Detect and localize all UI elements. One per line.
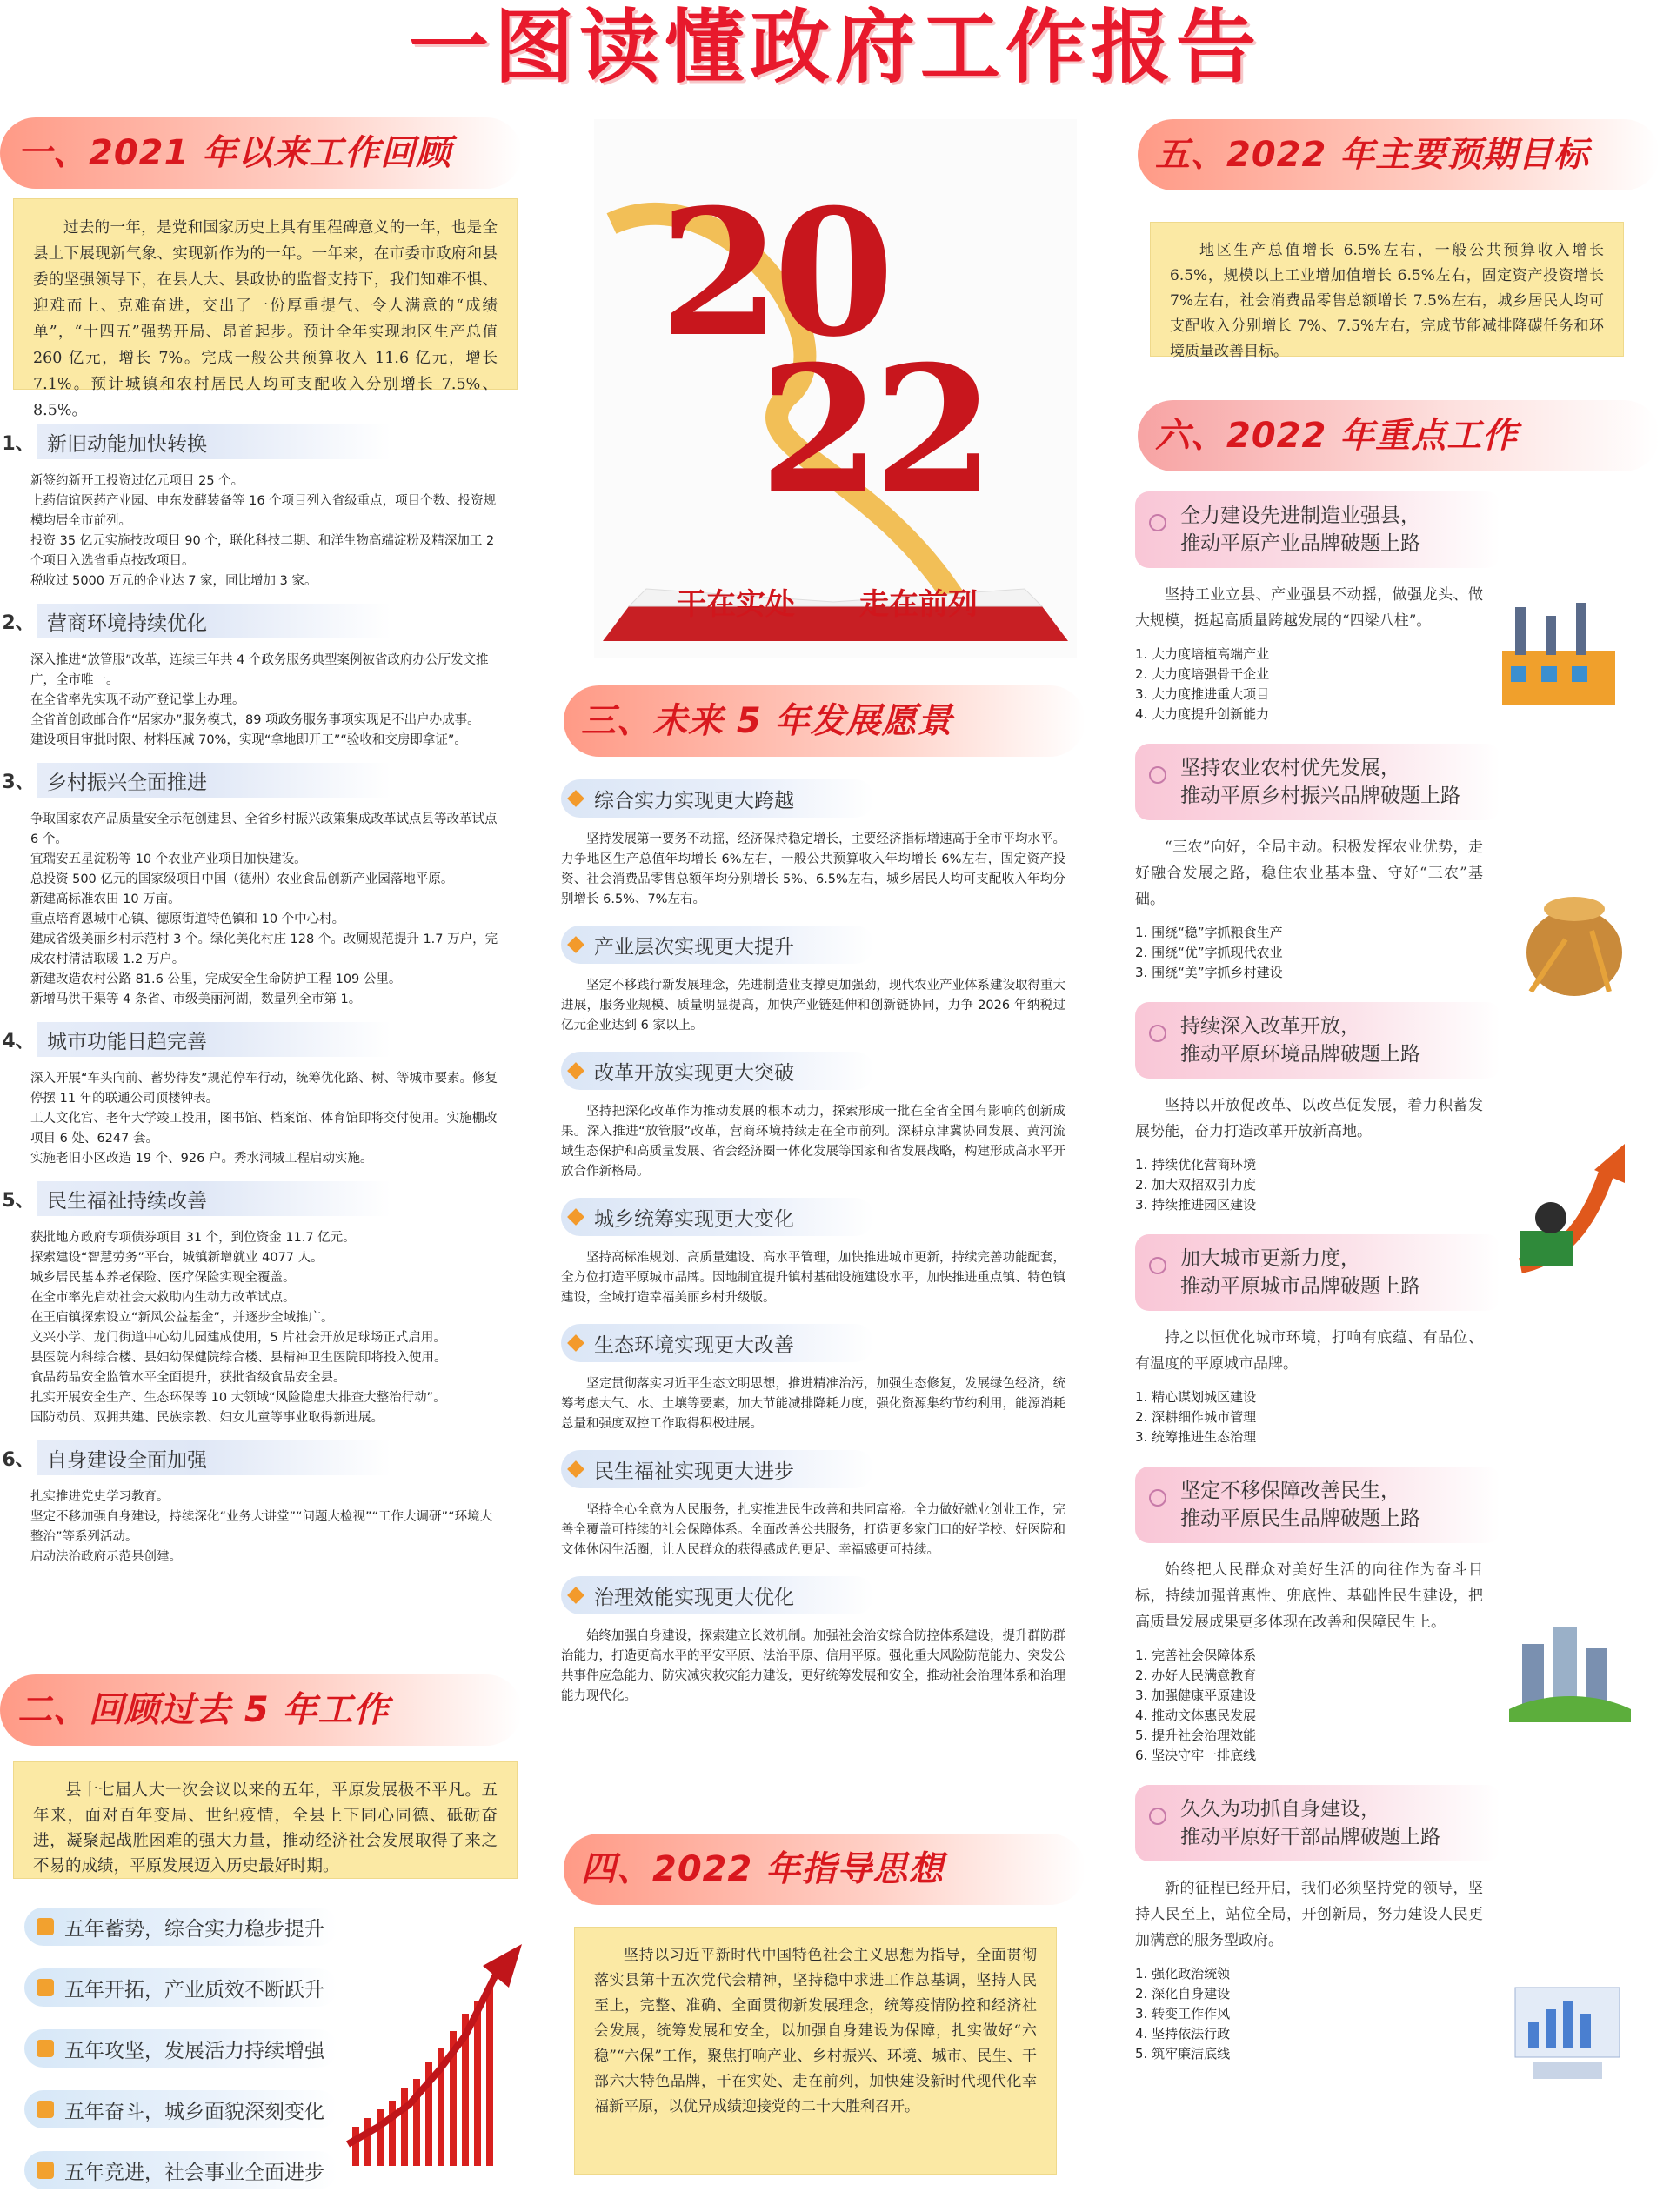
s1-item-line: 在王庙镇探索设立“新风公益基金”，并逐步全域推广。 bbox=[30, 1311, 334, 1325]
s1-item-line: 上药信谊医药产业园、申东发酵装备等 16 个项目列入省级重点，项目个数、投资规模均居全市前列。 bbox=[30, 494, 497, 528]
s6-item-list-entry: 3. 加强健康平原建设 bbox=[1135, 1687, 1257, 1703]
s1-item-line: 全省首创政邮合作“居家办”服务模式，89 项政务服务事项实现足不出户办成事。 bbox=[30, 713, 480, 727]
s6-item-list-entry: 2. 深化自身建设 bbox=[1135, 1986, 1231, 2001]
s1-item-title: 新旧动能加快转换 bbox=[47, 432, 207, 456]
s3-item bbox=[561, 1450, 1079, 1560]
s1-item-line: 探索建设“智慧劳务”平台，城镇新增就业 4077 人。 bbox=[30, 1251, 324, 1265]
s1-item-title: 民生福祉持续改善 bbox=[47, 1189, 207, 1213]
diamond-icon bbox=[567, 1334, 584, 1352]
s1-item-line: 在全省率先实现不动产登记掌上办理。 bbox=[30, 693, 245, 707]
s1-item-line: 坚定不移加强自身建设，持续深化“业务大讲堂”“问题大检视”“工作大调研”“环境大整治”等系列活动。 bbox=[30, 1510, 493, 1544]
s6-item-body: 持之以恒优化城市环境，打响有底蕴、有品位、有温度的平原城市品牌。 bbox=[1135, 1329, 1483, 1373]
s1-item-title: 乡村振兴全面推进 bbox=[47, 771, 207, 794]
s1-item-line: 新增马洪干渠等 4 条省、市级美丽河湖，数量列全市第 1。 bbox=[30, 992, 362, 1006]
s1-item bbox=[0, 1022, 522, 1169]
s1-item-body bbox=[0, 1057, 522, 1169]
section-3-items bbox=[561, 779, 1079, 1722]
s2-pill bbox=[24, 2151, 337, 2189]
s1-item-line: 投资 35 亿元实施技改项目 90 个，联化科技二期、和洋生物高端淀粉及精深加工 2 个项目入选省重点技改项目。 bbox=[30, 534, 498, 568]
s1-item-line: 实施老旧小区改造 19 个、926 户。秀水洞城工程启动实施。 bbox=[30, 1152, 373, 1166]
s2-pill-text: 五年攻坚，发展活力持续增强 bbox=[64, 2039, 324, 2062]
s1-item-line: 工人文化宫、老年大学竣工投用，图书馆、档案馆、体育馆即将交付使用。实施棚改项目 6 处、6247 套。 bbox=[30, 1112, 498, 1146]
s3-item bbox=[561, 1324, 1079, 1434]
s2-pill-icon bbox=[37, 1979, 54, 1996]
s6-item-list-entry: 4. 推动文体惠民发展 bbox=[1135, 1707, 1257, 1723]
s6-item-body: 始终把人民群众对美好生活的向往作为奋斗目标，持续加强普惠性、兜底性、基础性民生建设，把高质量发展成果更多体现在改善和保障民生上。 bbox=[1135, 1561, 1483, 1631]
money-arrow-icon bbox=[1512, 1144, 1633, 1274]
cover-year-bottom: 22 bbox=[759, 328, 988, 532]
s1-item-line: 深入开展“车头向前、蓄势待发”规范停车行动，统筹优化路、树、等城市要素。修复停摆 11 年的联通公司顶楼钟表。 bbox=[30, 1072, 498, 1106]
s1-item bbox=[0, 1181, 522, 1428]
s1-item-title: 城市功能日趋完善 bbox=[47, 1030, 207, 1053]
circle-icon bbox=[1149, 1025, 1166, 1042]
s1-item-line: 重点培育恩城中心镇、德原街道特色镇和 10 个中心村。 bbox=[30, 912, 345, 926]
cover-slogan-right: 走在前列 bbox=[859, 587, 978, 622]
s3-item-title: 综合实力实现更大跨越 bbox=[594, 789, 794, 812]
s1-item-line: 在全市率先启动社会大救助内生动力改革试点。 bbox=[30, 1291, 296, 1305]
growth-bar-4 bbox=[389, 2101, 396, 2166]
section-2-heading: 二、回顾过去 5 年工作 bbox=[0, 1674, 522, 1746]
s6-item-heading bbox=[1135, 1785, 1500, 1861]
s6-item-list-entry: 1. 精心谋划城区建设 bbox=[1135, 1389, 1257, 1405]
s2-pill-text: 五年竞进，社会事业全面进步 bbox=[64, 2161, 324, 2184]
s1-item-line: 新建高标准农田 10 万亩。 bbox=[30, 892, 181, 906]
s6-item-list-entry: 5. 筑牢廉洁底线 bbox=[1135, 2046, 1231, 2062]
s6-item-title-line2: 推动平原好干部品牌破题上路 bbox=[1180, 1826, 1440, 1848]
s6-item-title bbox=[1180, 754, 1460, 810]
cover-slogan-left: 干在实处 bbox=[677, 587, 795, 622]
circle-icon bbox=[1149, 1257, 1166, 1274]
diamond-icon bbox=[567, 1062, 584, 1079]
s6-item-list-entry: 1. 强化政治统领 bbox=[1135, 1966, 1231, 1981]
s1-item-heading bbox=[0, 424, 391, 459]
s6-item-title-line2: 推动平原乡村振兴品牌破题上路 bbox=[1180, 785, 1460, 807]
s1-item-line: 宜瑞安五星淀粉等 10 个农业产业项目加快建设。 bbox=[30, 852, 307, 866]
s1-item-line: 扎实开展安全生产、生态环保等 10 大领域“风险隐患大排查大整治行动”。 bbox=[30, 1391, 446, 1405]
green-city-icon bbox=[1509, 1601, 1631, 1722]
factory-icon bbox=[1498, 598, 1620, 707]
s3-item-body: 坚持高标准规划、高质量建设、高水平管理，加快推进城市更新，持续完善功能配套，全方位打造平原城市品牌。因地制宜提升镇村基础设施建设水平，加快推进重点镇、特色镇建设，全域打造幸福美丽乡村升级版。 bbox=[561, 1251, 1065, 1305]
s1-item-line: 扎实推进党史学习教育。 bbox=[30, 1490, 170, 1504]
s1-item-heading bbox=[0, 1440, 391, 1475]
s1-item-heading bbox=[0, 604, 391, 638]
s1-item-line: 建成省级美丽乡村示范村 3 个。绿化美化村庄 128 个。改厕规范提升 1.7 万户，完成农村清洁取暖 1.2 万户。 bbox=[30, 932, 498, 966]
s6-item-list-entry: 3. 围绕“美”字抓乡村建设 bbox=[1135, 965, 1283, 980]
s6-item-list-entry: 2. 大力度培强骨干企业 bbox=[1135, 666, 1270, 682]
cover-year-top: 20 bbox=[659, 171, 888, 376]
s6-item-title bbox=[1180, 1477, 1420, 1533]
s3-item-heading bbox=[561, 1198, 874, 1236]
s3-item-title: 城乡统筹实现更大变化 bbox=[594, 1207, 794, 1231]
section-1-heading: 一、2021 年以来工作回顾 bbox=[0, 117, 522, 189]
s1-item-body bbox=[0, 1216, 522, 1428]
diamond-icon bbox=[567, 1587, 584, 1604]
s1-item-number: 5、 bbox=[0, 1181, 37, 1216]
s6-item-list-entry: 1. 围绕“稳”字抓粮食生产 bbox=[1135, 925, 1283, 940]
s6-item-title-line2: 推动平原城市品牌破题上路 bbox=[1180, 1275, 1420, 1298]
s2-pill bbox=[24, 1968, 337, 2007]
s6-item-title-line1: 加大城市更新力度， bbox=[1180, 1247, 1360, 1270]
s6-item-list-entry: 3. 转变工作作风 bbox=[1135, 2006, 1231, 2022]
s1-item-line: 建设项目审批时限、材料压减 70%，实现“拿地即开工”“验收和交房即拿证”。 bbox=[30, 733, 467, 747]
s1-item-number: 4、 bbox=[0, 1022, 37, 1057]
s6-item-list-entry: 3. 大力度推进重大项目 bbox=[1135, 686, 1270, 702]
s6-item-title-line2: 推动平原环境品牌破题上路 bbox=[1180, 1043, 1420, 1066]
s6-item-list-entry: 1. 完善社会保障体系 bbox=[1135, 1647, 1257, 1663]
s6-item-body: “三农”向好，全局主动。积极发挥农业优势，走好融合发展之路，稳住农业基本盘、守好“三农”基础。 bbox=[1135, 839, 1483, 908]
s2-pill-icon bbox=[37, 2101, 54, 2118]
diamond-icon bbox=[567, 790, 584, 807]
s3-item-title: 民生福祉实现更大进步 bbox=[594, 1460, 794, 1483]
s3-item-body: 坚持发展第一要务不动摇，经济保持稳定增长，主要经济指标增速高于全市平均水平。力争地区生产总值年均增长 6%左右，一般公共预算收入年均增长 6%左右，固定资产投资、社会消费品零售总额年均分别增长 5%、6.5%左右，城乡居民人均可支配收入年均分别增长 6.5%、7%左右。 bbox=[561, 832, 1065, 906]
s1-item-heading bbox=[0, 1181, 391, 1216]
s1-item-number: 3、 bbox=[0, 763, 37, 798]
s6-item-heading bbox=[1135, 744, 1500, 820]
s2-pill-icon bbox=[37, 1918, 54, 1935]
s2-pill-icon bbox=[37, 2040, 54, 2057]
s3-item bbox=[561, 779, 1079, 910]
s6-item-title-line2: 推动平原民生品牌破题上路 bbox=[1180, 1507, 1420, 1530]
s6-item-body: 坚持以开放促改革、以改革促发展，着力积蓄发展势能，奋力打造改革开放新高地。 bbox=[1135, 1097, 1483, 1140]
s3-item-body: 坚定不移践行新发展理念，先进制造业支撑更加强劲，现代农业产业体系建设取得重大进展，服务业规模、质量明显提高，加快产业链延伸和创新链协同，力争 2026 年纳税过亿元企业达到 6 家以上。 bbox=[561, 979, 1065, 1032]
s1-item-body bbox=[0, 798, 522, 1010]
s1-item bbox=[0, 763, 522, 1010]
s1-item-line: 税收过 5000 万元的企业达 7 家，同比增加 3 家。 bbox=[30, 574, 317, 588]
s1-item-number: 1、 bbox=[0, 424, 37, 459]
s1-item-title: 营商环境持续优化 bbox=[47, 611, 207, 635]
s3-item-title: 改革开放实现更大突破 bbox=[594, 1061, 794, 1085]
section-1-intro: 过去的一年，是党和国家历史上具有里程碑意义的一年，也是全县上下展现新气象、实现新作为的一年。一年来，在市委市政府和县委的坚强领导下，在县人大、县政协的监督支持下，我们知难不惧、迎难而上、克难奋进，交出了一份厚重提气、令人满意的“成绩单”，“十四五”强势开局、昂首起步。预计全年实现地区生产总值 260 亿元，增长 7%。完成一般公共预算收入 11.6 亿元，增长 7.1%。预计城镇和农村居民人均可支配收入分别增长 7.5%、8.5%。 bbox=[13, 198, 518, 390]
s6-item-title bbox=[1180, 502, 1420, 558]
growth-bar-2 bbox=[364, 2118, 371, 2166]
s6-item-list-entry: 6. 坚决守牢一排底线 bbox=[1135, 1748, 1257, 1763]
s1-item-line: 争取国家农产品质量安全示范创建县、全省乡村振兴政策集成改革试点县等改革试点 6 个。 bbox=[30, 812, 502, 846]
s6-item-title-line1: 持续深入改革开放， bbox=[1180, 1015, 1360, 1038]
circle-icon bbox=[1149, 1808, 1166, 1825]
s2-pill-text: 五年开拓，产业质效不断跃升 bbox=[64, 1978, 324, 2001]
cover-graphic bbox=[594, 119, 1077, 658]
section-4-body: 坚持以习近平新时代中国特色社会主义思想为指导，全面贯彻落实县第十五次党代会精神，坚持稳中求进工作总基调，坚持人民至上，完整、准确、全面贯彻新发展理念，统筹疫情防控和经济社会发展，统筹发展和安全，以加强自身建设为保障，扎实做好“六稳”“六保”工作，聚焦打响产业、乡村振兴、环境、城市、民生、干部六大特色品牌，干在实处、走在前列，加快建设新时代现代化幸福新平原，以优异成绩迎接党的二十大胜利召开。 bbox=[574, 1927, 1057, 2175]
s6-item-list-entry: 3. 统筹推进生态治理 bbox=[1135, 1429, 1257, 1445]
s2-pill bbox=[24, 2090, 337, 2128]
s6-item-list-entry: 1. 持续优化营商环境 bbox=[1135, 1157, 1257, 1173]
section-6-items bbox=[1135, 491, 1657, 2083]
s6-item-heading bbox=[1135, 1234, 1500, 1311]
s3-item bbox=[561, 926, 1079, 1036]
s1-item-line: 新签约新开工投资过亿元项目 25 个。 bbox=[30, 474, 244, 488]
s3-item-heading bbox=[561, 1576, 874, 1614]
growth-bar-1 bbox=[352, 2127, 359, 2166]
s6-item-body: 坚持工业立县、产业强县不动摇，做强龙头、做大规模，挺起高质量跨越发展的“四梁八柱”。 bbox=[1135, 586, 1483, 630]
grain-sack-icon bbox=[1513, 870, 1627, 1000]
s1-item-line: 新建改造农村公路 81.6 公里，完成安全生命防护工程 109 公里。 bbox=[30, 972, 402, 986]
growth-arrow-head bbox=[483, 1944, 522, 1988]
s6-item-list-entry: 2. 深耕细作城市管理 bbox=[1135, 1409, 1257, 1425]
cover-book-base bbox=[603, 606, 1068, 641]
s6-item-title bbox=[1180, 1795, 1440, 1851]
s6-item-heading bbox=[1135, 1467, 1500, 1543]
s1-item-line: 深入推进“放管服”改革，连续三年共 4 个政务服务典型案例被省政府办公厅发文推广，全市唯一。 bbox=[30, 653, 489, 687]
s1-item-line: 食品药品安全监管水平全面提升，获批省级食品安全县。 bbox=[30, 1371, 346, 1385]
s6-item-heading bbox=[1135, 491, 1500, 568]
s1-item-heading bbox=[0, 763, 391, 798]
s3-item-heading bbox=[561, 1450, 874, 1488]
page-title: 一图读懂政府工作报告 bbox=[408, 1, 1261, 94]
growth-chart-illustration bbox=[344, 1940, 526, 2175]
s1-item-line: 获批地方政府专项债券项目 31 个，到位资金 11.7 亿元。 bbox=[30, 1231, 356, 1245]
s6-item-title bbox=[1180, 1012, 1420, 1068]
s1-item-line: 国防动员、双拥共建、民族宗教、妇女儿童等事业取得新进展。 bbox=[30, 1411, 384, 1425]
circle-icon bbox=[1149, 1489, 1166, 1507]
s3-item-heading bbox=[561, 926, 874, 964]
s2-pill-text: 五年蓄势，综合实力稳步提升 bbox=[64, 1917, 324, 1941]
section-5-body: 地区生产总值增长 6.5%左右，一般公共预算收入增长 6.5%，规模以上工业增加值增长 6.5%左右，固定资产投资增长 7%左右，社会消费品零售总额增长 7.5%左右，城乡居民人均可支配收入分别增长 7%、7.5%左右，完成节能减排降碳任务和环境质量改善目标。 bbox=[1150, 222, 1624, 357]
s3-item-title: 生态环境实现更大改善 bbox=[594, 1333, 794, 1357]
s6-item-title-line1: 坚持农业农村优先发展， bbox=[1180, 757, 1400, 779]
diamond-icon bbox=[567, 936, 584, 953]
s6-item-list-entry: 2. 围绕“优”字抓现代农业 bbox=[1135, 945, 1283, 960]
s1-item-body bbox=[0, 459, 522, 591]
s3-item-title: 产业层次实现更大提升 bbox=[594, 935, 794, 959]
s3-item-heading bbox=[561, 1324, 874, 1362]
section-2-intro: 县十七届人大一次会议以来的五年，平原发展极不平凡。五年来，面对百年变局、世纪疫情，全县上下同心同德、砥砺奋进，凝聚起战胜困难的强大力量，推动经济社会发展取得了来之不易的成绩，平原发展迈入历史最好时期。 bbox=[13, 1761, 518, 1879]
s1-item-line: 城乡居民基本养老保险、医疗保险实现全覆盖。 bbox=[30, 1271, 296, 1285]
s6-item-list-entry: 2. 办好人民满意教育 bbox=[1135, 1667, 1257, 1683]
s6-item-list-entry: 1. 大力度培植高端产业 bbox=[1135, 646, 1270, 662]
section-5-heading: 五、2022 年主要预期目标 bbox=[1138, 119, 1660, 190]
s3-item-body: 坚持全心全意为人民服务，扎实推进民生改善和共同富裕。全力做好就业创业工作，完善全覆盖可持续的社会保障体系。全面改善公共服务，打造更多家门口的好学校、好医院和文体休闲生活圈，让人民群众的获得感成色更足、幸福感更可持续。 bbox=[561, 1503, 1065, 1557]
s1-item-line: 启动法治政府示范县创建。 bbox=[30, 1550, 182, 1564]
s3-item bbox=[561, 1576, 1079, 1707]
s6-item-body: 新的征程已经开启，我们必须坚持党的领导，坚持人民至上，站位全局，开创新局，努力建设人民更加满意的服务型政府。 bbox=[1135, 1880, 1483, 1949]
s2-pill-text: 五年奋斗，城乡面貌深刻变化 bbox=[64, 2100, 324, 2123]
circle-icon bbox=[1149, 514, 1166, 531]
circle-icon bbox=[1149, 766, 1166, 784]
s6-item-list-entry: 4. 大力度提升创新能力 bbox=[1135, 706, 1270, 722]
s3-item bbox=[561, 1198, 1079, 1308]
s3-item-body: 始终加强自身建设，探索建立长效机制。加强社会治安综合防控体系建设，提升群防群治能力，打造更高水平的平安平原、法治平原、信用平原。强化重大风险防范能力、突发公共事件应急能力、防灾减灾救灾能力建设，更好统筹发展和安全，推动社会治理体系和治理能力现代化。 bbox=[561, 1629, 1065, 1703]
s6-item-list-entry: 5. 提升社会治理效能 bbox=[1135, 1727, 1257, 1743]
s3-item-title: 治理效能实现更大优化 bbox=[594, 1586, 794, 1609]
section-1-items bbox=[0, 424, 522, 1580]
s3-item-body: 坚持把深化改革作为推动发展的根本动力，探索形成一批在全省全国有影响的创新成果。深入推进“放管服”改革，营商环境持续走在全市前列。深耕京津冀协同发展、黄河流域生态保护和高质量发展、省会经济圈一体化发展等国家和省发展战略，构建形成高水平开放合作新格局。 bbox=[561, 1105, 1065, 1179]
s6-item-list-entry: 4. 坚持依法行政 bbox=[1135, 2026, 1231, 2042]
section-6-heading: 六、2022 年重点工作 bbox=[1138, 400, 1660, 471]
section-4-heading: 四、2022 年指导思想 bbox=[564, 1834, 1086, 1905]
section-2-pills bbox=[24, 1908, 337, 2212]
s1-item bbox=[0, 1440, 522, 1567]
s6-item-title-line1: 全力建设先进制造业强县， bbox=[1180, 505, 1420, 527]
s1-item bbox=[0, 424, 522, 591]
diamond-icon bbox=[567, 1208, 584, 1226]
s6-item-title-line1: 坚定不移保障改善民生， bbox=[1180, 1480, 1400, 1502]
s3-item-heading bbox=[561, 1052, 874, 1090]
s6-item-title-line2: 推动平原产业品牌破题上路 bbox=[1180, 532, 1420, 555]
growth-bar-11 bbox=[474, 2001, 481, 2166]
s1-item-line: 文兴小学、龙门街道中心幼儿园建成使用，5 片社会开放足球场正式启用。 bbox=[30, 1331, 446, 1345]
s1-item-number: 2、 bbox=[0, 604, 37, 638]
s6-item-list-entry: 3. 持续推进园区建设 bbox=[1135, 1197, 1257, 1213]
data-dashboard-icon bbox=[1506, 1970, 1628, 2092]
s3-item bbox=[561, 1052, 1079, 1182]
s2-pill-icon bbox=[37, 2162, 54, 2179]
s3-item-body: 坚定贯彻落实习近平生态文明思想，推进精准治污，加强生态修复，发展绿色经济，统筹考虑大气、水、土壤等要素，加大节能减排降耗力度，强化资源集约节约利用，能源消耗总量和强度双控工作取得积极进展。 bbox=[561, 1377, 1065, 1431]
s1-item-body bbox=[0, 1475, 522, 1567]
s1-item-body bbox=[0, 638, 522, 751]
s6-item-list bbox=[1135, 1384, 1657, 1447]
s6-item-heading bbox=[1135, 1002, 1500, 1079]
s1-item-line: 总投资 500 亿元的国家级项目中国（德州）农业食品创新产业园落地平原。 bbox=[30, 872, 454, 886]
section-3-heading: 三、未来 5 年发展愿景 bbox=[564, 685, 1086, 757]
diamond-icon bbox=[567, 1460, 584, 1478]
s3-item-heading bbox=[561, 779, 874, 818]
growth-bar-12 bbox=[486, 1988, 493, 2166]
s1-item-title: 自身建设全面加强 bbox=[47, 1448, 207, 1472]
growth-bar-5 bbox=[401, 2088, 408, 2166]
s2-pill bbox=[24, 2029, 337, 2068]
s6-item-title-line1: 久久为功抓自身建设， bbox=[1180, 1798, 1380, 1821]
s1-item-number: 6、 bbox=[0, 1440, 37, 1475]
s1-item bbox=[0, 604, 522, 751]
s2-pill bbox=[24, 1908, 337, 1946]
growth-bar-3 bbox=[377, 2109, 384, 2166]
s1-item-line: 县医院内科综合楼、县妇幼保健院综合楼、县精神卫生医院即将投入使用。 bbox=[30, 1351, 447, 1365]
s6-item-list-entry: 2. 加大双招双引力度 bbox=[1135, 1177, 1257, 1193]
s6-item-title bbox=[1180, 1245, 1420, 1300]
s1-item-heading bbox=[0, 1022, 391, 1057]
